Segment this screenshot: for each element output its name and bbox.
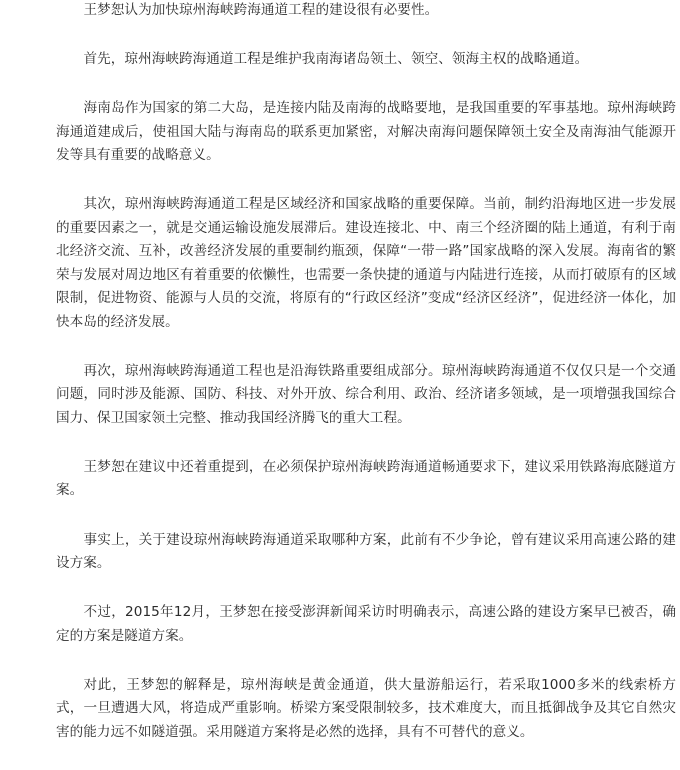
- paragraph-tunnel-proposal: 王梦恕在建议中还着重提到，在必须保护琼州海峡跨海通道畅通要求下，建议采用铁路海底隧道方案。: [56, 458, 676, 499]
- paragraph-third-point: 再次，琼州海峡跨海通道工程也是沿海铁路重要组成部分。琼州海峡跨海通道不仅仅只是一个交通问题，同时涉及能源、国防、科技、对外开放、综合利用、政治、经济诸多领域，是一项增强我国综合国力、保卫国家领土完整、推动我国经济腾飞的重大工程。: [56, 362, 676, 426]
- paragraph-second-point: 其次，琼州海峡跨海通道工程是区域经济和国家战略的重要保障。当前，制约沿海地区进一步发展的重要因素之一，就是交通运输设施发展滞后。建设连接北、中、南三个经济圈的陆上通道，有利于南北经济交流、互补，改善经济发展的重要制约瓶颈，保障“一带一路”国家战略的深入发展。海南省的繁荣与发展对周边地区有着重要的依懒性，也需要一条快捷的通道与内陆进行连接，从而打破原有的区域限制，促进物资、能源与人员的交流，将原有的“行政区经济”变成“经济区经济”，促进经济一体化，加快本岛的经济发展。: [56, 196, 676, 330]
- paragraph-debate: 事实上，关于建设琼州海峡跨海通道采取哪种方案，此前有不少争论，曾有建议采用高速公路的建设方案。: [56, 531, 676, 572]
- paragraph-decision: 不过，2015年12月，王梦恕在接受澎湃新闻采访时明确表示，高速公路的建设方案早已被否，确定的方案是隧道方案。: [56, 604, 676, 644]
- paragraph-hainan-strategic: 海南岛作为国家的第二大岛，是连接内陆及南海的战略要地，是我国重要的军事基地。琼州海峡跨海通道建成后，使祖国大陆与海南岛的联系更加紧密，对解决南海问题保障领土安全及南海油气能源开发等具有重要的战略意义。: [56, 100, 676, 164]
- article-body: [56, 0, 676, 770]
- paragraph-intro: 王梦恕认为加快琼州海峡跨海通道工程的建设很有必要性。: [83, 2, 439, 18]
- paragraph-explanation: 对此，王梦恕的解释是，琼州海峡是黄金通道，供大量游船运行，若采取1000多米的线索桥方式，一旦遭遇大风，将造成严重影响。桥梁方案受限制较多，技术难度大，而且抵御战争及其它自然灾害的能力远不如隧道强。采用隧道方案将是必然的选择，具有不可替代的意义。: [56, 676, 676, 740]
- paragraph-first-point: 首先，琼州海峡跨海通道工程是维护我南海诸岛领土、领空、领海主权的战略通道。: [83, 51, 589, 68]
